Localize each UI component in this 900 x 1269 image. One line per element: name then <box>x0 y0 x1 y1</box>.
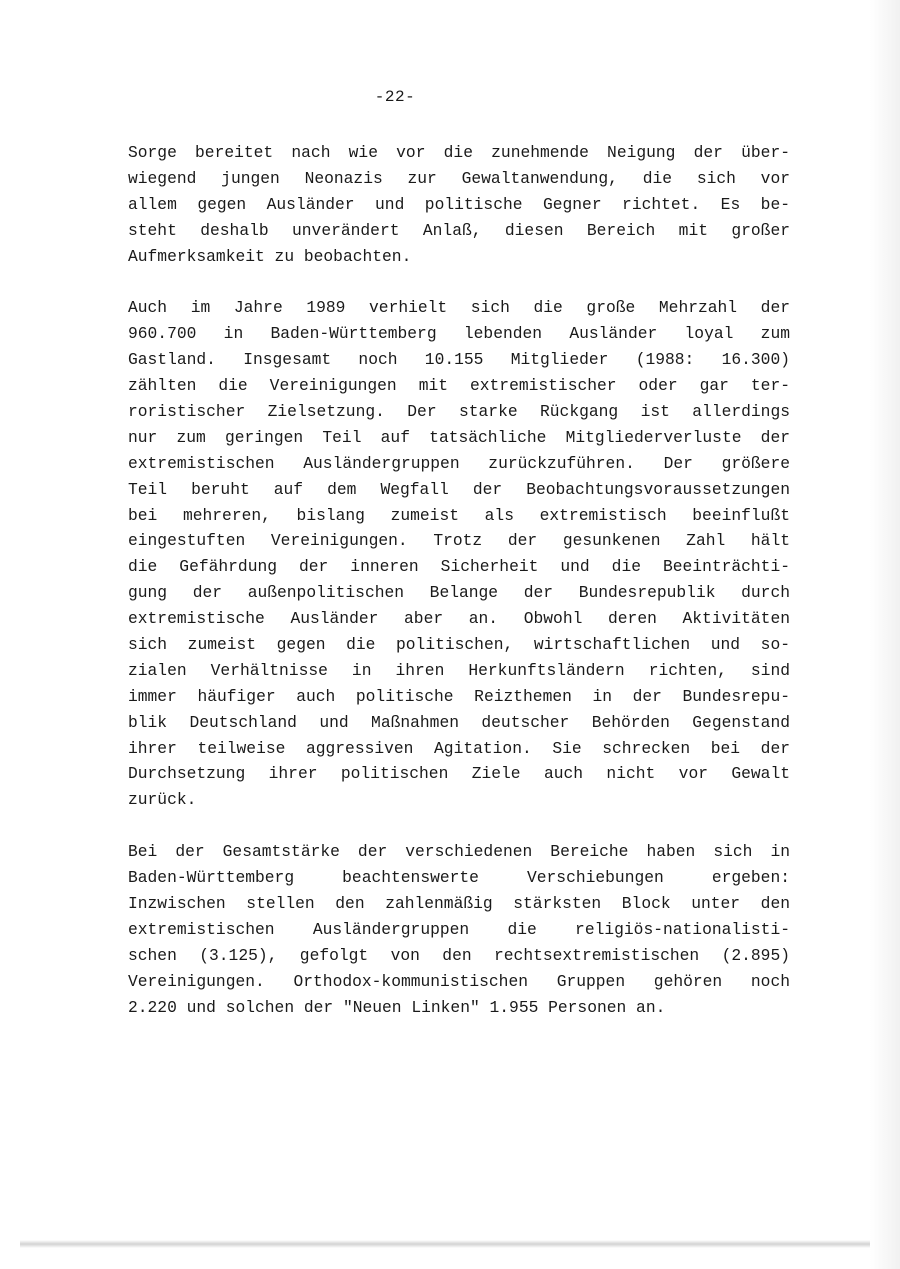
text-line: die Gefährdung der inneren Sicherheit und die Beeinträchti- <box>128 557 790 577</box>
text-line: schen (3.125), gefolgt von den rechtsextremistischen (2.895) <box>128 945 790 965</box>
text-line: Baden-Württemberg beachtenswerte Verschiebungen ergeben: <box>128 868 790 888</box>
text-line: Inzwischen stellen den zahlenmäßig stärksten Block unter den <box>128 894 790 914</box>
text-line: immer häufiger auch politische Reizthemen in der Bundesrepu- <box>128 686 790 706</box>
text-line: roristischer Zielsetzung. Der starke Rückgang ist allerdings <box>128 402 790 422</box>
page-number: -22- <box>374 88 416 106</box>
text-line: Sorge bereitet nach wie vor die zunehmende Neigung der über- <box>128 143 790 162</box>
text-line: blik Deutschland und Maßnahmen deutscher Behörden Gegenstand <box>128 712 790 732</box>
text-line: wiegend jungen Neonazis zur Gewaltanwendung, die sich vor <box>128 168 790 188</box>
paragraph-group-strengths <box>128 839 790 1020</box>
text-line: Durchsetzung ihrer politischen Ziele auch nicht vor Gewalt <box>128 764 790 784</box>
text-line: gung der außenpolitischen Belange der Bundesrepublik durch <box>128 583 790 603</box>
paragraph-foreigners-1989 <box>128 295 790 813</box>
text-line: Vereinigungen. Orthodox-kommunistischen Gruppen gehören noch <box>128 971 790 991</box>
text-line: allem gegen Ausländer und politische Gegner richtet. Es be- <box>128 194 790 214</box>
text-line: bei mehreren, bislang zumeist als extremistisch beeinflußt <box>128 505 790 525</box>
text-line: extremistischen Ausländergruppen zurückzuführen. Der größere <box>128 453 790 473</box>
text-line: Auch im Jahre 1989 verhielt sich die große Mehrzahl der <box>128 298 790 318</box>
body-text <box>128 140 790 1047</box>
text-line: eingestuften Vereinigungen. Trotz der gesunkenen Zahl hält <box>128 531 790 551</box>
text-line: zialen Verhältnisse in ihren Herkunftsländern richten, sind <box>128 660 790 680</box>
text-line: sich zumeist gegen die politischen, wirtschaftlichen und so- <box>128 635 790 655</box>
text-line: Gastland. Insgesamt noch 10.155 Mitglieder (1988: 16.300) <box>128 350 790 370</box>
text-line: steht deshalb unverändert Anlaß, diesen Bereich mit großer <box>128 220 790 240</box>
text-line: Teil beruht auf dem Wegfall der Beobachtungsvoraussetzungen <box>128 479 790 499</box>
text-line: extremistische Ausländer aber an. Obwohl deren Aktivitäten <box>128 609 790 629</box>
page-edge-shadow <box>870 0 900 1269</box>
text-line: ihrer teilweise aggressiven Agitation. Sie schrecken bei der <box>128 738 790 758</box>
text-line: zurück. <box>128 790 197 810</box>
text-line: zählten die Vereinigungen mit extremistischer oder gar ter- <box>128 376 790 396</box>
text-line: Bei der Gesamtstärke der verschiedenen Bereiche haben sich in <box>128 842 790 862</box>
text-line: nur zum geringen Teil auf tatsächliche Mitgliederverluste der <box>128 427 790 447</box>
paragraph-neonazi-violence <box>128 140 790 269</box>
text-line: Aufmerksamkeit zu beobachten. <box>128 246 412 266</box>
page-bottom-shadow <box>20 1240 870 1248</box>
text-line: 960.700 in Baden-Württemberg lebenden Ausländer loyal zum <box>128 324 790 344</box>
text-line: extremistischen Ausländergruppen die religiös-nationalisti- <box>128 919 790 939</box>
text-line: 2.220 und solchen der "Neuen Linken" 1.955 Personen an. <box>128 997 666 1017</box>
